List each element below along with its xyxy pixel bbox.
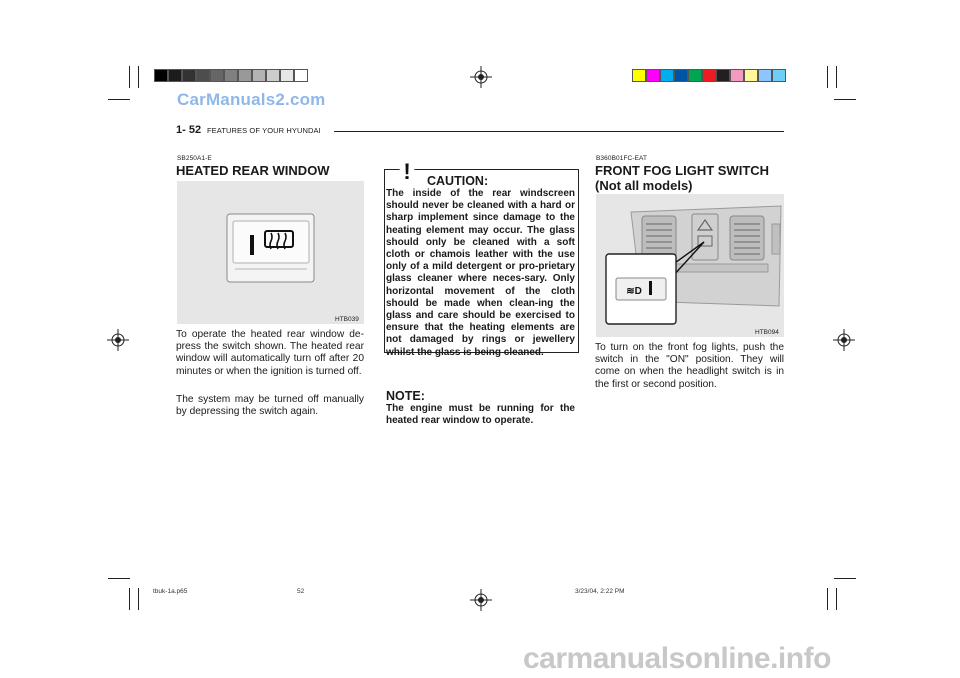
paragraph: The system may be turned off manually by depressing the switch again. — [176, 394, 364, 418]
svg-text:≋D: ≋D — [626, 286, 642, 297]
dashboard-illustration — [596, 194, 784, 337]
note-text: The engine must be running for the heated rear window to operate. — [386, 403, 575, 427]
fog-light-switch-figure — [596, 194, 784, 337]
registration-mark-icon — [470, 589, 492, 611]
section-heading: HEATED REAR WINDOW — [176, 163, 330, 178]
calibration-swatch — [210, 69, 224, 82]
calibration-swatch — [744, 69, 758, 82]
watermark-bottom[interactable]: carmanualsonline.info — [523, 642, 831, 675]
calibration-swatch — [688, 69, 702, 82]
calibration-swatch — [772, 69, 786, 82]
heated-rear-window-figure — [177, 181, 364, 324]
calibration-swatch — [716, 69, 730, 82]
calibration-swatch — [266, 69, 280, 82]
calibration-swatch — [646, 69, 660, 82]
calibration-swatch — [252, 69, 266, 82]
calibration-swatch — [674, 69, 688, 82]
calibration-swatch — [758, 69, 772, 82]
calibration-swatch — [660, 69, 674, 82]
calibration-swatch — [224, 69, 238, 82]
calibration-swatch — [238, 69, 252, 82]
section-heading: FRONT FOG LIGHT SWITCH — [595, 163, 770, 178]
figure-id: HTB039 — [335, 316, 359, 323]
header-divider — [334, 131, 784, 132]
calibration-swatch — [168, 69, 182, 82]
calibration-swatch — [280, 69, 294, 82]
caution-text: The inside of the rear windscreen should never be cleaned with a hard or sharp implement since damage to the heating element may occur. The glass should only be cleaned with a soft cloth or chamois leather with the use only of a mild detergent or pro-prietary glass cleaner where neces-sary. Only horizontal movement of the cloth should be made when clean-ing the glass and care should be exercised to ensure that the heating elements are not damaged by rings or jewellery whilst the glass is being cleaned. — [386, 188, 575, 358]
footer-timestamp: 3/23/04, 2:22 PM — [575, 588, 625, 595]
calibration-swatch — [154, 69, 168, 82]
figure-id: HTB094 — [755, 329, 779, 336]
paragraph: To turn on the front fog lights, push the switch in the "ON" position. They will come on when the headlight switch is in the first or second position. — [595, 342, 784, 390]
caution-title: CAUTION: — [427, 174, 489, 188]
page-number: 1- 52 — [176, 124, 202, 136]
note-title: NOTE: — [386, 389, 425, 403]
calibration-swatch — [196, 69, 210, 82]
section-code: B360B01FC-EAT — [596, 155, 648, 162]
registration-mark-icon — [470, 66, 492, 88]
registration-mark-icon — [833, 329, 855, 351]
warning-triangle-icon — [392, 155, 422, 183]
registration-mark-icon — [107, 329, 129, 351]
footer-page: 52 — [297, 588, 305, 595]
section-code: SB250A1-E — [177, 155, 212, 162]
watermark-top[interactable]: CarManuals2.com — [177, 90, 326, 109]
calibration-swatch — [632, 69, 646, 82]
calibration-swatch — [294, 69, 308, 82]
rear-defroster-switch-illustration — [177, 181, 364, 324]
section-title: FEATURES OF YOUR HYUNDAI — [207, 126, 321, 135]
calibration-swatch — [182, 69, 196, 82]
svg-text:!: ! — [403, 159, 411, 183]
calibration-swatch — [702, 69, 716, 82]
footer-file: tbuk-1a.p65 — [153, 588, 188, 595]
section-subheading: (Not all models) — [595, 178, 693, 193]
paragraph: To operate the heated rear window de-press the switch shown. The heated rear window will automatically turn off after 20 minutes or when the ignition is turned off. — [176, 329, 364, 377]
calibration-swatch — [730, 69, 744, 82]
